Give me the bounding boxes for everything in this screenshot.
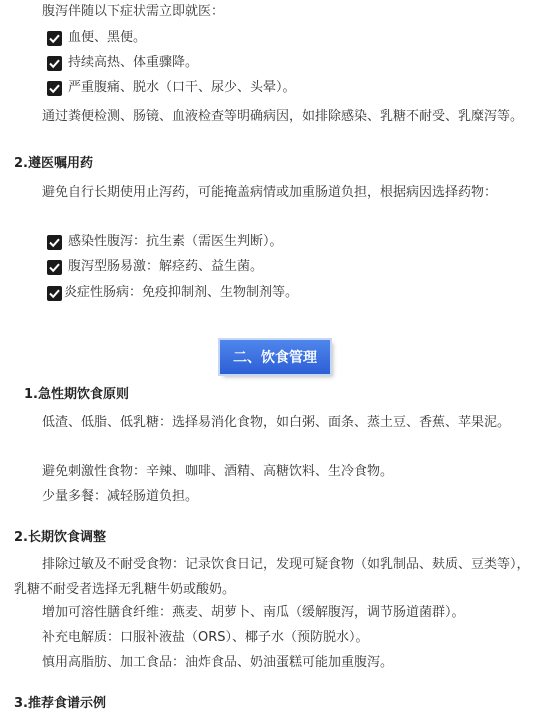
- diet-line: 补充电解质：口服补液盐（ORS）、椰子水（预防脱水）。: [42, 630, 369, 645]
- urgent-item: 严重腹痛、脱水（口干、尿少、头晕）。: [68, 80, 296, 95]
- section-heading: 2.长期饮食调整: [14, 530, 106, 545]
- intro-text: 腹泻伴随以下症状需立即就医：: [42, 4, 225, 19]
- med-item: 炎症性肠病：免疫抑制剂、生物制剂等。: [64, 285, 299, 300]
- med-item: 感染性腹泻：抗生素（需医生判断）。: [68, 234, 283, 249]
- checkbox-icon: [47, 235, 62, 250]
- diet-line: 慎用高脂肪、加工食品：油炸食品、奶油蛋糕可能加重腹泻。: [42, 655, 394, 670]
- section-heading: 1.急性期饮食原则: [24, 387, 129, 402]
- checkbox-icon: [47, 81, 62, 96]
- checkbox-icon: [47, 56, 62, 71]
- diet-line: 低渣、低脂、低乳糖：选择易消化食物，如白粥、面条、蒸土豆、香蕉、苹果泥。: [42, 415, 511, 430]
- checkbox-icon: [47, 31, 62, 46]
- diet-line: 避免刺激性食物：辛辣、咖啡、酒精、高糖饮料、生冷食物。: [42, 464, 394, 479]
- diagnosis-text: 通过粪便检测、肠镜、血液检查等明确病因，如排除感染、乳糖不耐受、乳糜泻等。: [42, 109, 524, 124]
- section-heading: 3.推荐食谱示例: [14, 696, 106, 711]
- diet-line: 排除过敏及不耐受食物：记录饮食日记，发现可疑食物（如乳制品、麸质、豆类等），乳糖不耐受者选择无乳糖牛奶或酸奶。: [14, 557, 530, 597]
- diet-line: 增加可溶性膳食纤维：燕麦、胡萝卜、南瓜（缓解腹泻，调节肠道菌群）。: [42, 605, 465, 620]
- section-heading: 2.遵医嘱用药: [14, 156, 93, 171]
- section-banner: 二、饮食管理: [220, 340, 330, 374]
- section-text: 避免自行长期使用止泻药，可能掩盖病情或加重肠道负担，根据病因选择药物：: [42, 185, 498, 200]
- med-item: 腹泻型肠易激：解痉药、益生菌。: [68, 259, 264, 274]
- urgent-item: 血便、黑便。: [68, 30, 147, 45]
- checkbox-icon: [47, 286, 62, 301]
- checkbox-icon: [47, 260, 62, 275]
- diet-line: 少量多餐：减轻肠道负担。: [42, 489, 199, 504]
- urgent-item: 持续高热、体重骤降。: [68, 55, 199, 70]
